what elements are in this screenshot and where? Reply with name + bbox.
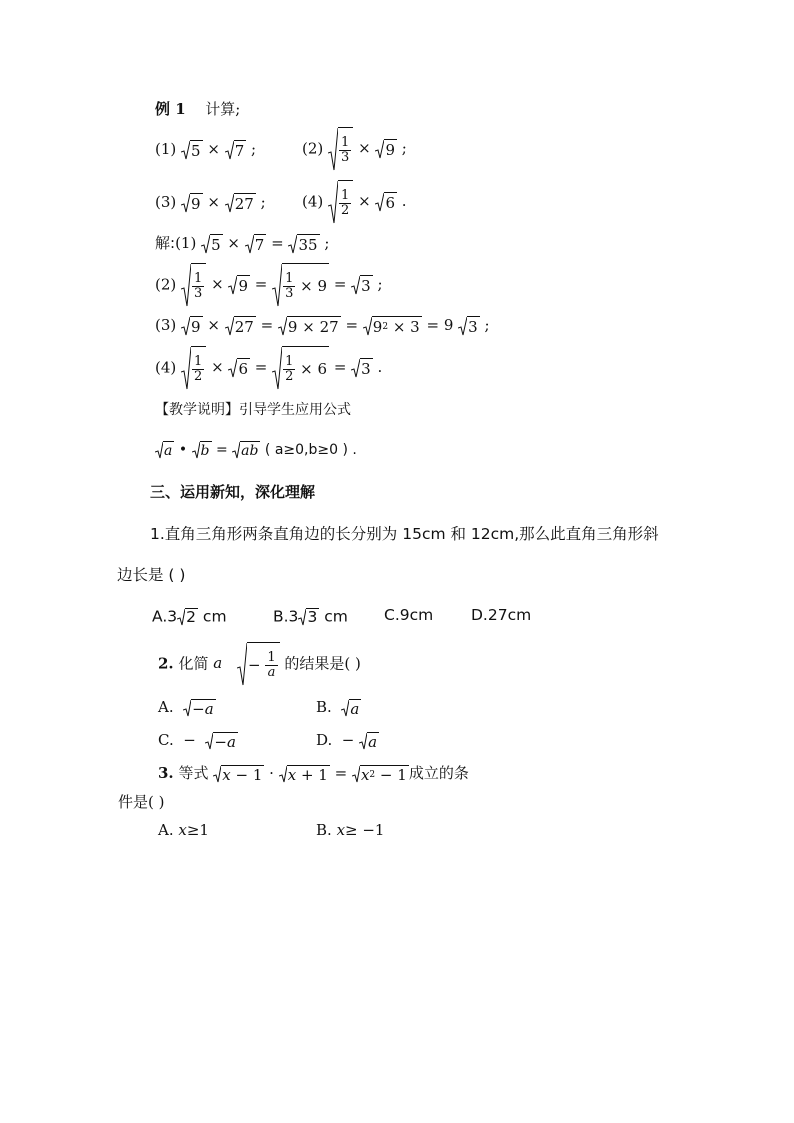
q2-expr: a − $\frac{1}{a}$ xyxy=(213,642,279,686)
q3-number: 3. xyxy=(158,764,174,782)
q2-text-post: 的结果是( ) xyxy=(284,654,361,673)
solution-1-expr: 5 × 7 = 35 ; xyxy=(201,234,329,254)
note-label: 【教学说明】 xyxy=(155,402,239,418)
q2-option-a: A. − a xyxy=(158,698,214,718)
solution-1: 解:(1) 5 × 7 = 35 ; xyxy=(155,234,330,254)
q3-option-a: A. x≥1 xyxy=(158,821,209,839)
problem-1 xyxy=(155,140,256,160)
problem-2-label: (2) xyxy=(302,139,324,158)
q3-line2: 件是( ) xyxy=(118,793,165,811)
teaching-note xyxy=(155,403,351,417)
problem-3 xyxy=(155,193,266,213)
q3-option-b: B. x≥ −1 xyxy=(316,821,385,839)
note-text: 引导学生应用公式 xyxy=(239,402,351,418)
problem-2-expr: $\frac{1}{3}$ × 9 ; xyxy=(328,127,407,171)
q1-option-b: B.3 3 cm xyxy=(273,607,348,627)
q3-line1 xyxy=(158,765,469,783)
q3-expr: x − 1 · x + 1 = x 2 − 1 xyxy=(213,765,409,783)
solution-2: (2) $\frac{1}{3}$ × 9 = $\frac{1}{3}$ × 9 = 3 ; xyxy=(155,263,383,307)
section-title: 三、运用新知，深化理解 xyxy=(150,483,316,501)
q1-option-c: C.9cm xyxy=(384,606,434,624)
solution-4: (4) $\frac{1}{2}$ × 6 = $\frac{1}{2}$ × 6 = 3 . xyxy=(155,346,382,390)
q3-text-pre: 等式 xyxy=(178,764,209,782)
q1-option-d: D.27cm xyxy=(471,606,532,624)
solution-3: (3) 9 × 27 = 9 × 27 = 9 2 × 3 = 9 3 ; xyxy=(155,316,490,336)
problem-1-expr: 5 × 7 ; xyxy=(181,140,256,160)
example-title: 例 1 xyxy=(155,100,186,118)
solution-3-expr: 9 × 27 = 9 × 27 = 9 2 × 3 = 9 3 ; xyxy=(181,316,490,336)
problem-3-expr: 9 × 27 ; xyxy=(181,193,266,213)
problem-4 xyxy=(302,180,407,224)
solution-4-expr: $\frac{1}{2}$ × 6 = $\frac{1}{2}$ × 6 = 3 . xyxy=(181,346,382,390)
q2-option-c: C. − − a xyxy=(158,731,236,751)
problem-2 xyxy=(302,127,407,171)
q2-line xyxy=(158,642,361,686)
q2-text-pre: 化简 xyxy=(178,654,209,673)
q3-text-post: 成立的条 xyxy=(408,764,469,782)
q2-number: 2. xyxy=(158,654,174,673)
problem-4-label: (4) xyxy=(302,192,324,211)
note-formula: a • b = ab xyxy=(155,441,260,459)
problem-1-label: (1) xyxy=(155,140,177,158)
note-condition: ( a≥0,b≥0 ) . xyxy=(264,442,357,458)
problem-3-label: (3) xyxy=(155,193,177,211)
q2-option-d: D. − a xyxy=(316,731,378,751)
problem-4-expr: $\frac{1}{2}$ × 6 . xyxy=(328,180,407,224)
q1-option-a: A.3 2 cm xyxy=(152,607,227,627)
q1-line2: 边长是 ( ) xyxy=(117,566,186,584)
note-formula-line xyxy=(155,441,357,459)
q2-option-b: B. a xyxy=(316,698,360,718)
solution-prefix: 解: xyxy=(155,234,176,252)
q1-line1: 1.直角三角形两条直角边的长分别为 15cm 和 12cm,那么此直角三角形斜 xyxy=(150,525,659,543)
example-heading-line xyxy=(155,102,240,117)
solution-2-expr: $\frac{1}{3}$ × 9 = $\frac{1}{3}$ × 9 = 3 ; xyxy=(181,263,383,307)
example-heading: 计算; xyxy=(205,100,241,118)
